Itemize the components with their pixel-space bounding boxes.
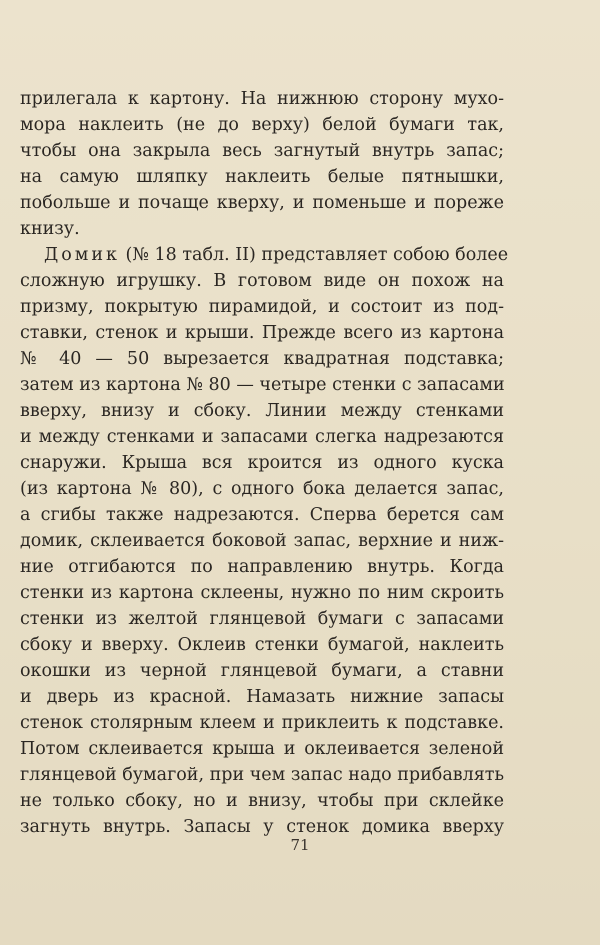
text-line: глянцевой бумагой, при чем запас надо прибавлять: [20, 765, 504, 785]
text-line: Потом склеивается крыша и оклеивается зеленой: [20, 739, 504, 759]
text-line: домик, склеивается боковой запас, верхние и ниж-: [20, 531, 504, 551]
text-line: затем из картона № 80 — четыре стенки с запасами: [20, 375, 505, 395]
text-line: прилегала к картону. На нижнюю сторону мухо-: [20, 89, 504, 109]
text-line: (из картона № 80), с одного бока делается запас,: [20, 479, 504, 499]
text-line-first: [20, 242, 509, 268]
body-text: [20, 86, 509, 840]
text-line: вверху, внизу и сбоку. Линии между стенками: [20, 401, 504, 421]
text-line: а сгибы также надрезаются. Сперва берется сам: [20, 505, 504, 525]
text-line: снаружи. Крыша вся кроится из одного куска: [20, 453, 504, 473]
text-line: стенки из картона склеены, нужно по ним скроить: [20, 583, 504, 603]
text-line: книзу.: [20, 219, 80, 239]
text-line: ние отгибаются по направлению внутрь. Когда: [20, 557, 504, 577]
text-line: и между стенками и запасами слегка надрезаются: [20, 427, 504, 447]
spaced-term: Домик: [44, 245, 120, 265]
text-line: стенок столярным клеем и приклеить к подставке.: [20, 713, 504, 733]
text-line: на самую шляпку наклеить белые пятнышки,: [20, 167, 504, 187]
text-line: побольше и почаще кверху, и поменьше и пореже: [20, 193, 504, 213]
text-line: не только сбоку, но и внизу, чтобы при склейке: [20, 791, 504, 811]
text-line: и дверь из красной. Намазать нижние запасы: [20, 687, 504, 707]
text-line: ставки, стенок и крыши. Прежде всего из картона: [20, 323, 504, 343]
text-line: окошки из черной глянцевой бумаги, а ставни: [20, 661, 504, 681]
page-number: 71: [290, 836, 310, 854]
text-line: сложную игрушку. В готовом виде он похож на: [20, 271, 504, 291]
paragraph-2: [20, 242, 509, 840]
text-line: № 40 — 50 вырезается квадратная подставка;: [20, 349, 504, 369]
text-line: призму, покрытую пирамидой, и состоит из под-: [20, 297, 504, 317]
text-line: стенки из желтой глянцевой бумаги с запасами: [20, 609, 504, 629]
text-line: чтобы она закрыла весь загнутый внутрь запас;: [20, 141, 504, 161]
paragraph-1: [20, 86, 504, 242]
text-line: загнуть внутрь. Запасы у стенок домика вверху: [20, 817, 504, 837]
text-line: сбоку и вверху. Оклеив стенки бумагой, наклеить: [20, 635, 504, 655]
text-line: мора наклеить (не до верху) белой бумаги так,: [20, 115, 504, 135]
text-line-rest: (№ 18 табл. II) представляет собою более: [119, 245, 509, 265]
